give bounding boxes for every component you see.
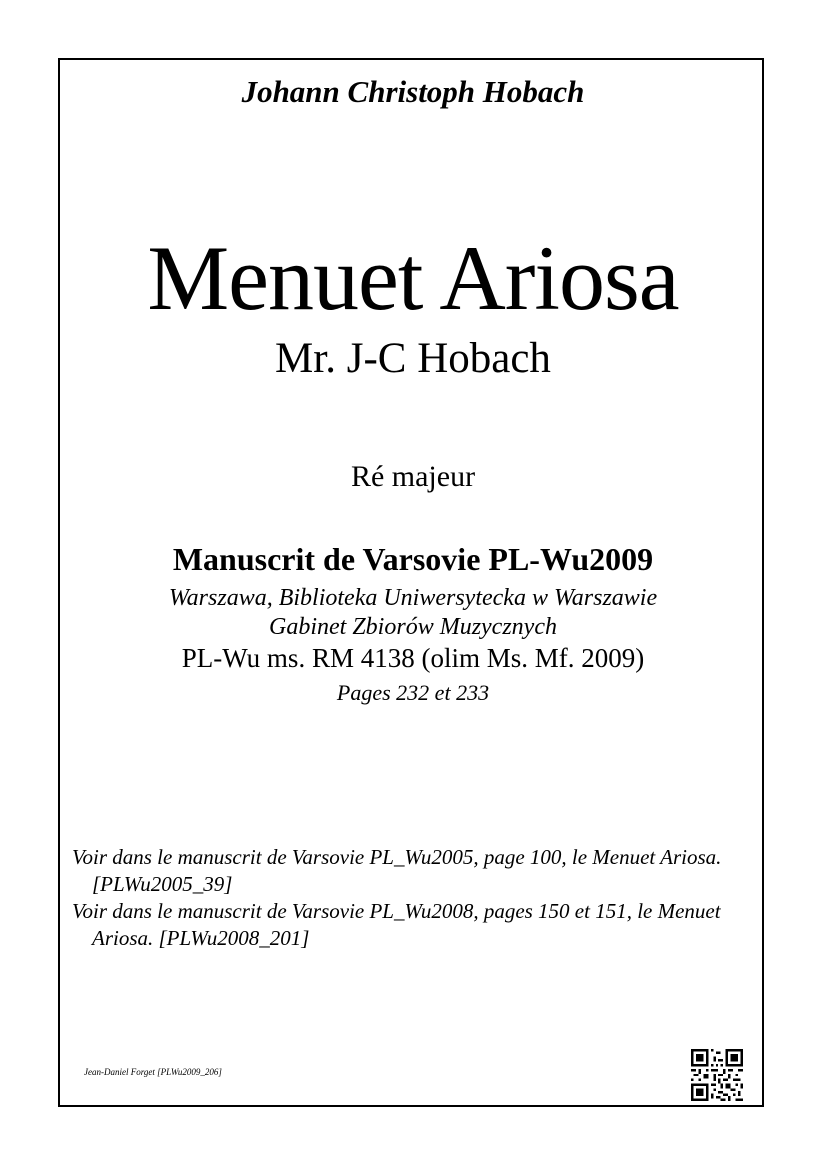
work-key: Ré majeur (350, 460, 476, 493)
work-attribution: Mr. J-C Hobach (275, 335, 551, 382)
note-item: Voir dans le manuscrit de Varsovie PL_Wu2008, pages 150 et 151, le Menuet Ariosa. [PLWu2008_201] (72, 899, 721, 950)
library-line-2: Gabinet Zbiorów Muzycznych (269, 614, 557, 640)
page-range: Pages 232 et 233 (336, 680, 490, 705)
note-item: Voir dans le manuscrit de Varsovie PL_Wu2005, page 100, le Menuet Ariosa. [PLWu2005_39] (72, 845, 722, 896)
work-title: Menuet Ariosa (147, 227, 679, 329)
credit-line: Jean-Daniel Forget [PLWu2009_206] (84, 1067, 222, 1077)
composer-name: Johann Christoph Hobach (241, 74, 585, 109)
qr-code-icon (691, 1049, 743, 1101)
shelfmark: PL-Wu ms. RM 4138 (olim Ms. Mf. 2009) (181, 643, 645, 673)
manuscript-title: Manuscrit de Varsovie PL-Wu2009 (172, 541, 654, 577)
library-line-1: Warszawa, Biblioteka Uniwersytecka w Warszawie (168, 585, 658, 611)
notes-block (72, 844, 762, 952)
